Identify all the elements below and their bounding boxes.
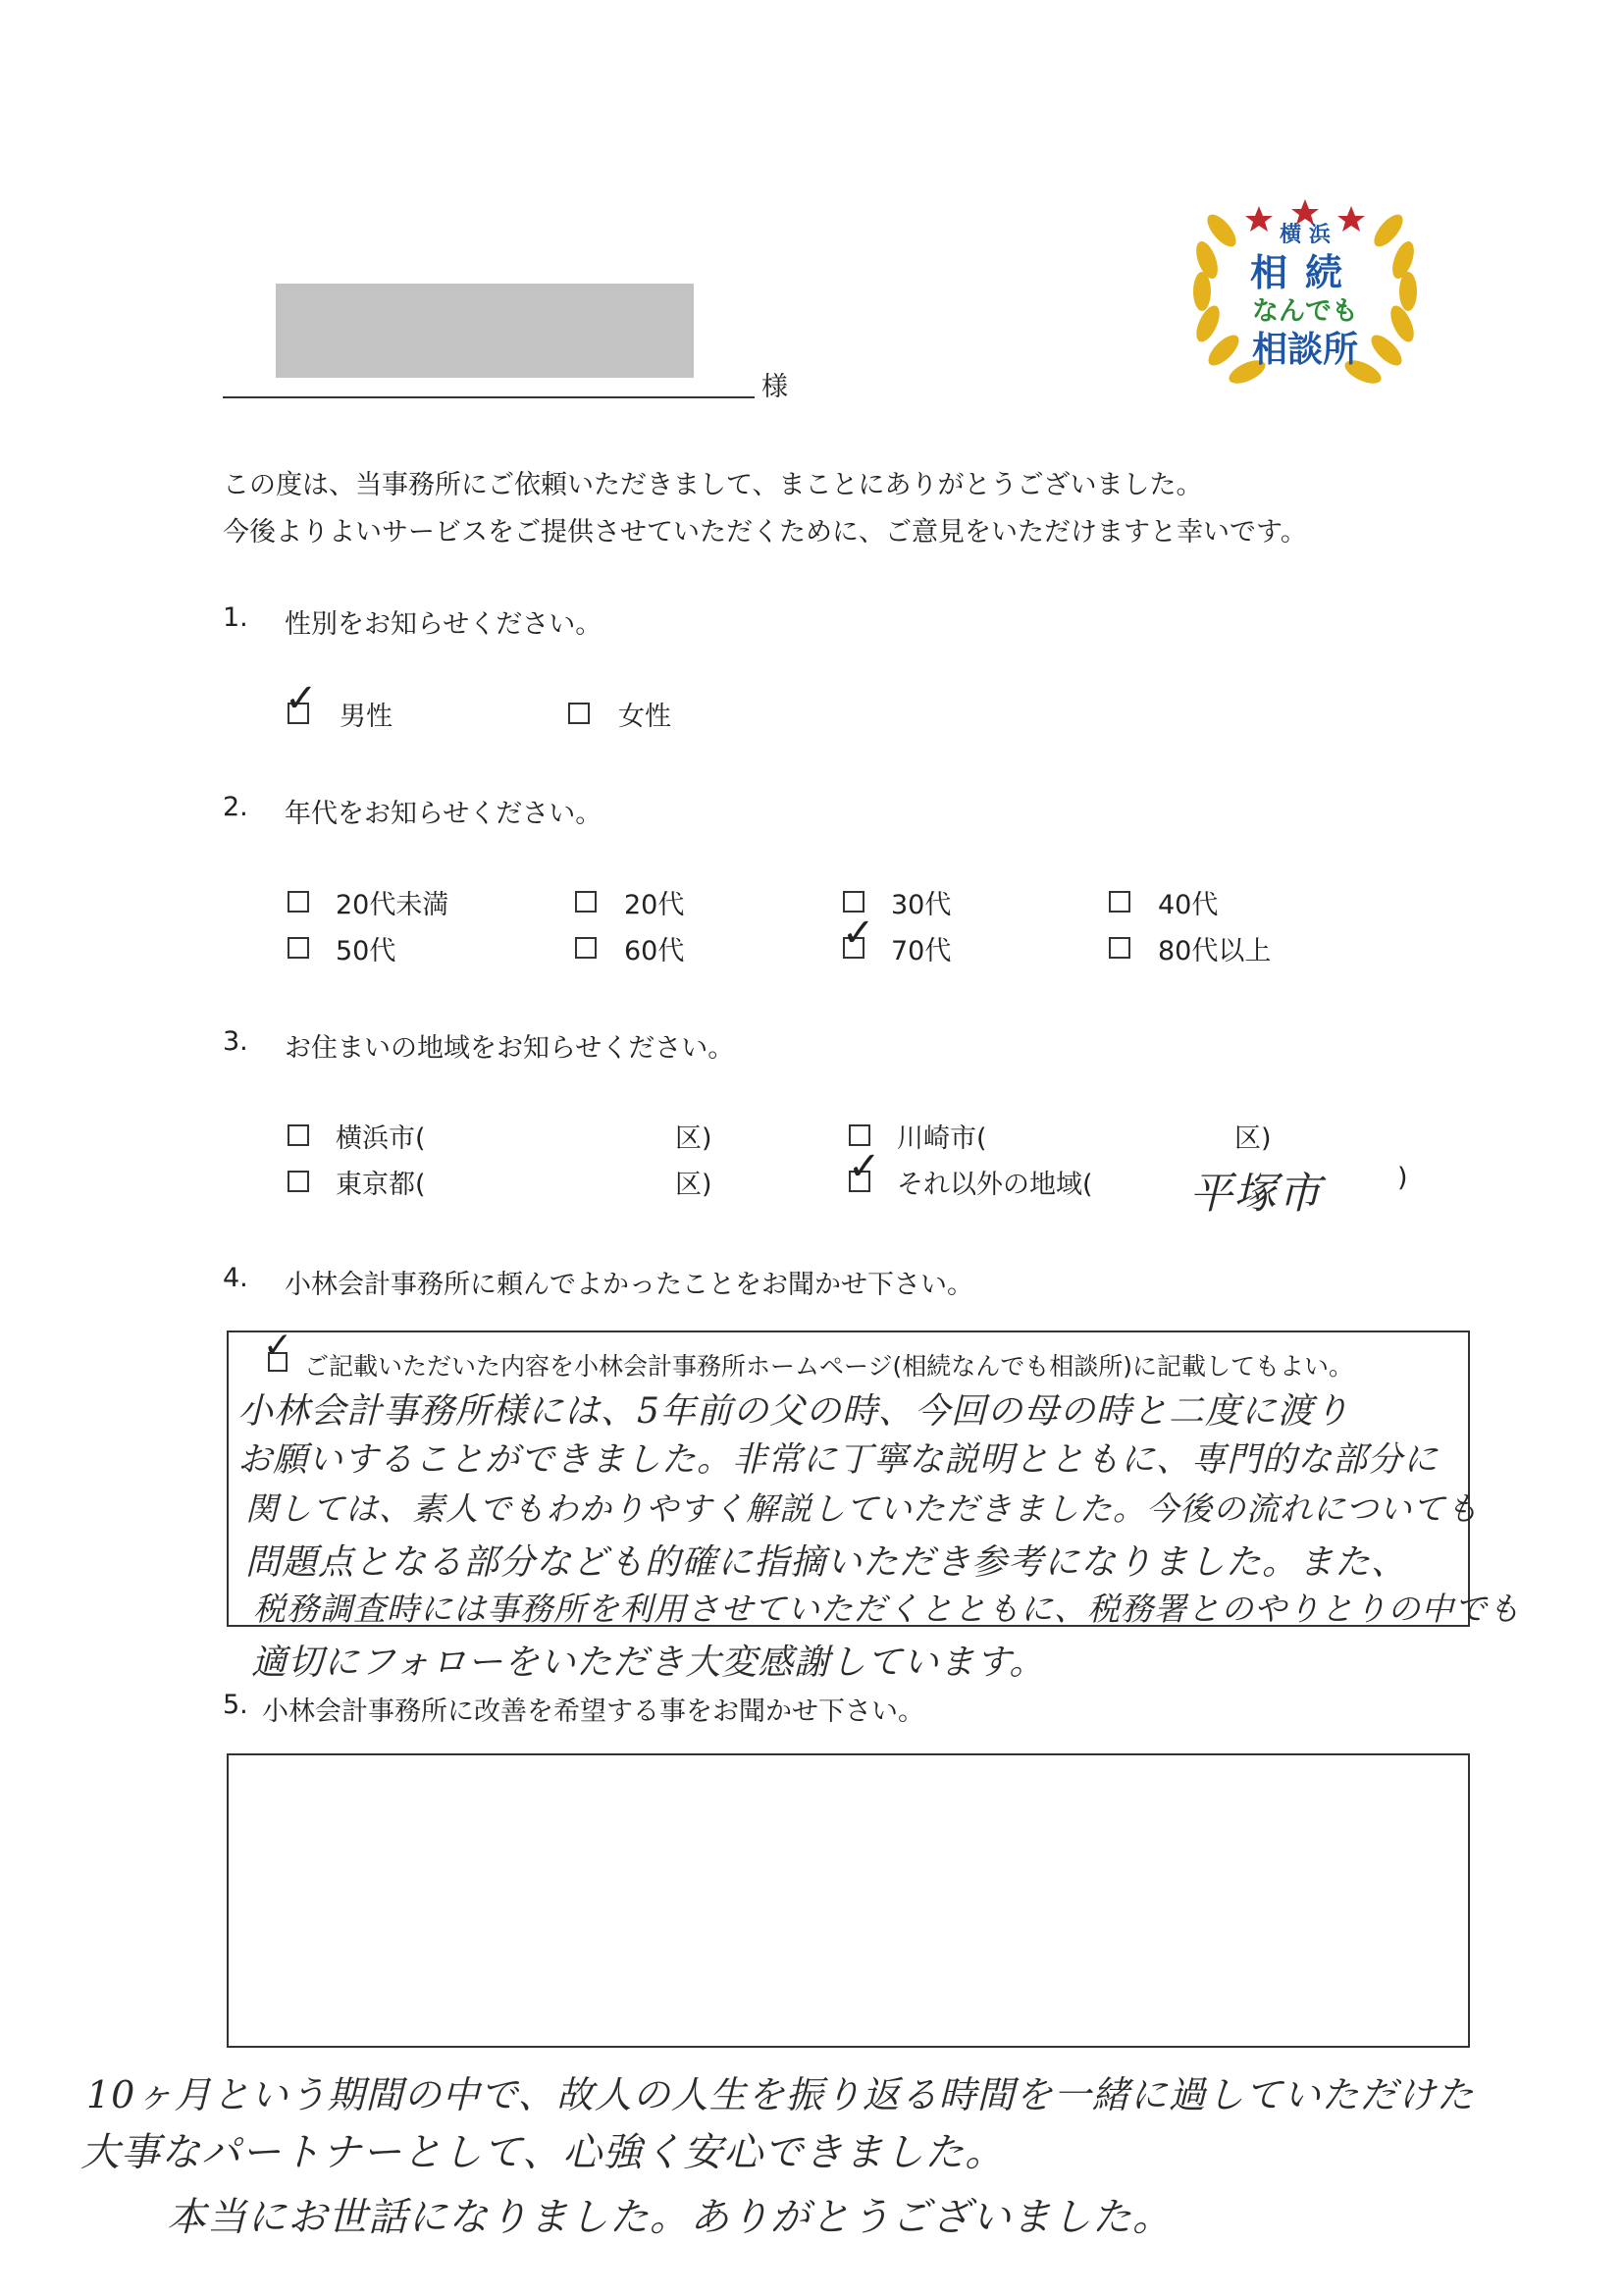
logo-line-city: 横 浜 bbox=[1280, 223, 1331, 247]
q4-number: 4. bbox=[223, 1263, 248, 1293]
intro-line-1: この度は、当事務所にご依頼いただきまして、まことにありがとうございました。 bbox=[223, 470, 1203, 500]
q5-number: 5. bbox=[223, 1690, 248, 1720]
q3-option-tokyo-checkbox[interactable] bbox=[288, 1171, 309, 1192]
q1-option-male-label: 男性 bbox=[340, 702, 393, 732]
logo-line-nandemo: なんでも bbox=[1252, 296, 1358, 327]
q2-option-40s-label: 40代 bbox=[1158, 890, 1219, 920]
q2-option-30s-checkbox[interactable] bbox=[843, 891, 864, 913]
q2-option-20s-label: 20代 bbox=[624, 890, 685, 920]
q2-option-60s-checkbox[interactable] bbox=[575, 937, 597, 959]
q4-answer-line-1: 小林会計事務所様には、5年前の父の時、今回の母の時と二度に渡り bbox=[237, 1391, 1350, 1432]
check-mark-icon: ✓ bbox=[285, 676, 318, 721]
q3-other-handwritten-city: 平塚市 bbox=[1189, 1169, 1322, 1219]
q2-option-under20-label: 20代未満 bbox=[336, 890, 449, 920]
logo-line-souzoku: 相続 bbox=[1249, 251, 1360, 294]
q3-option-kawasaki-label: 川崎市( bbox=[897, 1123, 987, 1154]
q5-text: 小林会計事務所に改善を希望する事をお聞かせ下さい。 bbox=[262, 1696, 924, 1727]
q3-option-other-suffix: ) bbox=[1397, 1163, 1408, 1193]
recipient-honorific: 様 bbox=[761, 372, 788, 402]
check-mark-icon: ✓ bbox=[848, 1144, 881, 1189]
q2-number: 2. bbox=[223, 792, 248, 822]
q2-option-70s-label: 70代 bbox=[891, 936, 952, 966]
closing-line-1: 10ヶ月という期間の中で、故人の人生を振り返る時間を一緒に過していただけた bbox=[86, 2073, 1475, 2116]
q4-text: 小林会計事務所に頼んでよかったことをお聞かせ下さい。 bbox=[285, 1270, 973, 1300]
q2-option-20s-checkbox[interactable] bbox=[575, 891, 597, 913]
q3-option-other-label: それ以外の地域( bbox=[897, 1170, 1093, 1200]
redacted-name bbox=[276, 284, 694, 378]
q4-consent-label: ご記載いただいた内容を小林会計事務所ホームページ(相続なんでも相談所)に記載してもよい。 bbox=[304, 1352, 1354, 1381]
q5-answer-box[interactable] bbox=[227, 1753, 1470, 2048]
closing-line-3: 本当にお世話になりました。ありがとうございました。 bbox=[167, 2195, 1173, 2240]
q3-option-kawasaki-checkbox[interactable] bbox=[849, 1124, 870, 1146]
q2-option-40s-checkbox[interactable] bbox=[1109, 891, 1130, 913]
q4-answer-line-5: 税務調査時には事務所を利用させていただくとともに、税務署とのやりとりの中でも bbox=[253, 1590, 1521, 1628]
q2-option-80plus-checkbox[interactable] bbox=[1109, 937, 1130, 959]
q1-option-female-label: 女性 bbox=[618, 702, 671, 732]
q3-option-kawasaki-suffix: 区) bbox=[1234, 1123, 1272, 1154]
q2-option-80plus-label: 80代以上 bbox=[1158, 936, 1272, 966]
q2-option-30s-label: 30代 bbox=[891, 890, 952, 920]
q3-option-yokohama-checkbox[interactable] bbox=[288, 1124, 309, 1146]
check-mark-icon: ✓ bbox=[263, 1326, 293, 1366]
q2-option-50s-label: 50代 bbox=[336, 936, 396, 966]
q4-answer-line-4: 問題点となる部分なども的確に指摘いただき参考になりました。また、 bbox=[245, 1542, 1408, 1583]
q1-number: 1. bbox=[223, 602, 248, 633]
q3-option-tokyo-label: 東京都( bbox=[336, 1170, 426, 1200]
q4-answer-line-2: お願いすることができました。非常に丁寧な説明とともに、専門的な部分に bbox=[237, 1440, 1440, 1480]
q2-option-60s-label: 60代 bbox=[624, 936, 685, 966]
q4-answer-line-3: 関しては、素人でもわかりやすく解説していただきました。今後の流れについても bbox=[245, 1489, 1480, 1528]
check-mark-icon: ✓ bbox=[842, 911, 875, 956]
q3-text: お住まいの地域をお知らせください。 bbox=[285, 1033, 735, 1064]
intro-line-2: 今後よりよいサービスをご提供させていただくために、ご意見をいただけますと幸いです。 bbox=[223, 517, 1307, 548]
office-logo bbox=[1182, 191, 1428, 397]
q3-number: 3. bbox=[223, 1026, 248, 1057]
q1-option-female-checkbox[interactable] bbox=[568, 703, 590, 724]
q4-answer-line-6: 適切にフォローをいただき大変感謝しています。 bbox=[251, 1643, 1046, 1683]
q1-text: 性別をお知らせください。 bbox=[285, 609, 602, 640]
q3-option-tokyo-suffix: 区) bbox=[675, 1170, 712, 1200]
q2-text: 年代をお知らせください。 bbox=[285, 799, 602, 829]
q3-option-yokohama-label: 横浜市( bbox=[336, 1123, 426, 1154]
q2-option-under20-checkbox[interactable] bbox=[288, 891, 309, 913]
closing-line-2: 大事なパートナーとして、心強く安心できました。 bbox=[80, 2130, 1006, 2175]
logo-line-soudansho: 相談所 bbox=[1251, 330, 1358, 370]
q2-option-50s-checkbox[interactable] bbox=[288, 937, 309, 959]
q3-option-yokohama-suffix: 区) bbox=[675, 1123, 712, 1154]
recipient-underline bbox=[223, 396, 755, 398]
